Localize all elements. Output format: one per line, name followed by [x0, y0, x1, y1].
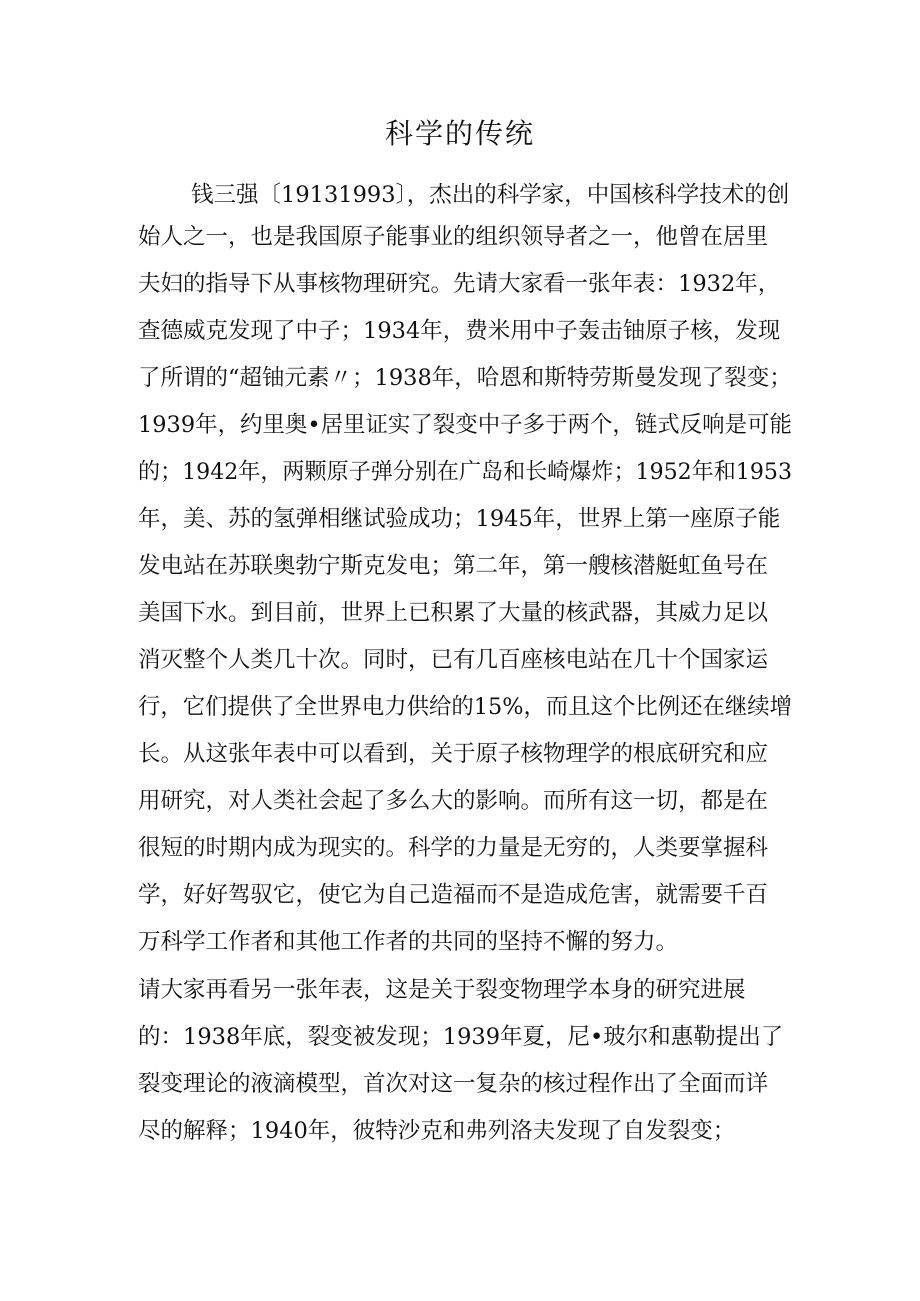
- text-line: 很短的时期内成为现实的。科学的力量是无穷的，人类要掌握科: [138, 835, 769, 861]
- text-line: 长。从这张年表中可以看到，关于原子核物理学的根底研究和应: [138, 741, 769, 767]
- text-line: 发电站在苏联奥勃宁斯克发电；第二年，第一艘核潜艇虹鱼号在: [138, 553, 769, 579]
- text-line: 尽的解释；1940年，彼特沙克和弗列洛夫发现了自发裂变；: [138, 1118, 736, 1144]
- text-line: 1939年，约里奥•居里证实了裂变中子多于两个，链式反响是可能: [138, 412, 792, 438]
- text-line: 消灭整个人类几十次。同时，已有几百座核电站在几十个国家运: [138, 647, 769, 673]
- text-line: 请大家再看另一张年表，这是关于裂变物理学本身的研究进展: [138, 977, 746, 1003]
- text-line: 裂变理论的液滴模型，首次对这一复杂的核过程作出了全面而详: [138, 1071, 769, 1097]
- text-line: 学，好好驾驭它，使它为自己造福而不是造成危害，就需要千百: [138, 882, 769, 908]
- text-line: 的：1938年底，裂变被发现；1939年夏，尼•玻尔和惠勒提出了: [138, 1024, 784, 1050]
- page-title: 科学的传统: [384, 117, 535, 150]
- text-line: 行，它们提供了全世界电力供给的15%，而且这个比例还在继续增: [138, 694, 793, 720]
- text-line: 年，美、苏的氢弹相继试验成功；1945年，世界上第一座原子能: [138, 506, 781, 532]
- text-line: 始人之一，也是我国原子能事业的组织领导者之一，他曾在居里: [138, 224, 769, 250]
- text-line: 夫妇的指导下从事核物理研究。先请大家看一张年表：1932年，: [138, 271, 781, 297]
- text-line: 用研究，对人类社会起了多么大的影响。而所有这一切，都是在: [138, 788, 769, 814]
- text-line: 查德威克发现了中子；1934年，费米用中子轰击铀原子核，发现: [138, 318, 781, 344]
- text-line: 钱三强〔19131993〕，杰出的科学家，中国核科学技术的创: [191, 182, 790, 208]
- text-line: 了所谓的“超铀元素〃；1938年，哈恩和斯特劳斯曼发现了裂变；: [138, 365, 792, 391]
- text-line: 美国下水。到目前，世界上已积累了大量的核武器，其威力足以: [138, 600, 769, 626]
- text-line: 的；1942年，两颗原子弹分别在广岛和长崎爆炸；1952年和1953: [138, 459, 792, 485]
- text-line: 万科学工作者和其他工作者的共同的坚持不懈的努力。: [138, 929, 679, 955]
